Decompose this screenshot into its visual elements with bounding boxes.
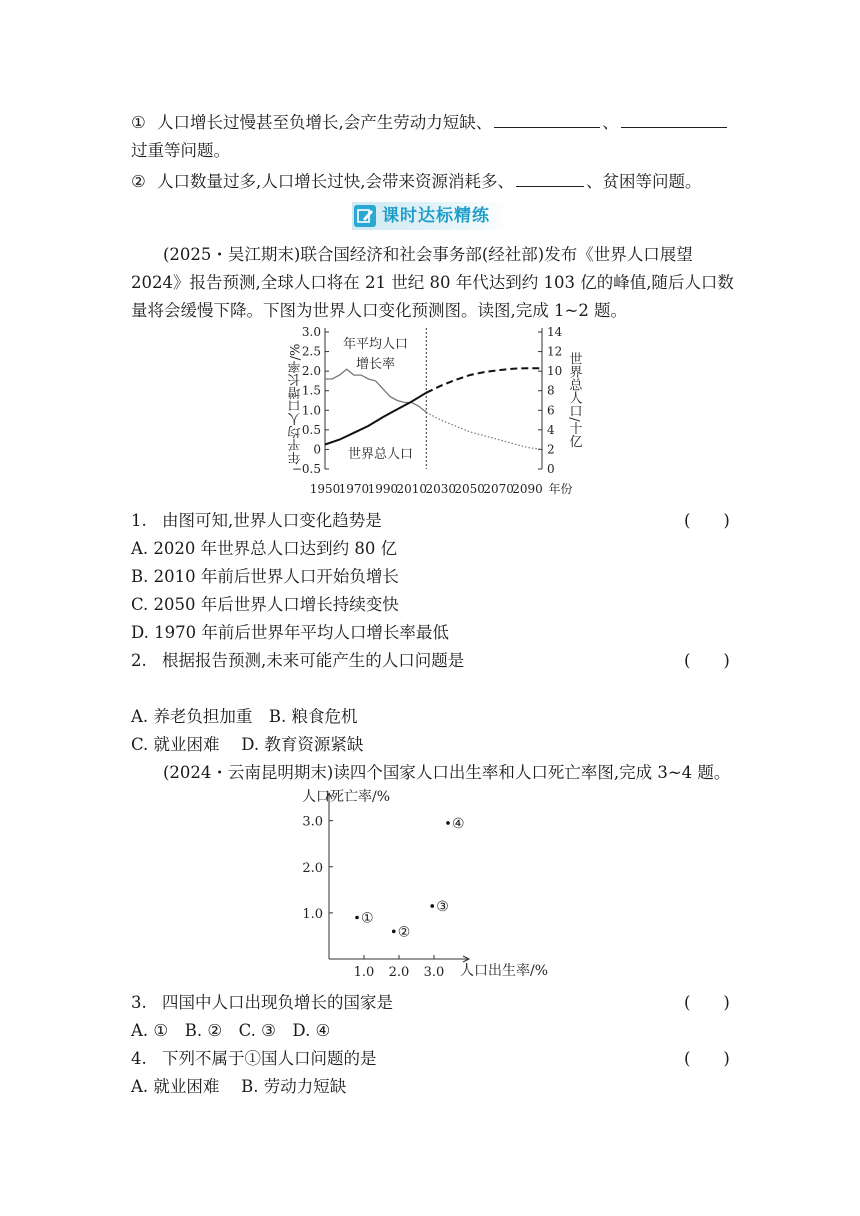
data-point-label: ②	[397, 924, 411, 941]
right-axis-label: 世界总人口/十亿	[566, 352, 582, 448]
q1-option-b[interactable]: B. 2010 年前后世界人口开始负增长	[131, 567, 399, 586]
fill-item-2-tail: 、贫困等问题。	[586, 172, 702, 191]
fill-item-1-sep: 、	[602, 113, 619, 132]
fill-item-2-marker: ②	[131, 172, 146, 191]
question-3-stem: 四国中人口出现负增长的国家是	[162, 993, 393, 1012]
intro-2: (2024・云南昆明期末)读四个国家人口出生率和人口死亡率图,完成 3~4 题。	[163, 763, 731, 782]
x-tick-label: 1950	[309, 482, 341, 496]
question-3	[131, 991, 393, 1015]
right-tick-label: 0	[547, 462, 555, 476]
right-tick-label: 4	[547, 422, 555, 437]
intro-1-line-2: 2024》报告预测,全球人口将在 21 世纪 80 年代达到约 103 亿的峰值,随后人口数	[131, 273, 734, 292]
left-tick-label: 1.0	[301, 403, 321, 418]
question-4-number: 4.	[131, 1049, 147, 1068]
y-tick-label: 1.0	[302, 906, 323, 922]
left-tick-label: −0.5	[291, 462, 321, 476]
question-2-stem: 根据报告预测,未来可能产生的人口问题是	[162, 651, 465, 670]
q1-option-c[interactable]: C. 2050 年后世界人口增长持续变快	[131, 595, 399, 614]
right-tick-label: 2	[547, 442, 555, 457]
fill-item-2-text: 人口数量过多,人口增长过快,会带来资源消耗多、	[157, 172, 515, 191]
population-series-label: 世界总人口	[348, 447, 414, 462]
x-tick-label: 2090	[512, 482, 543, 496]
left-tick-label: 2.5	[301, 344, 321, 359]
question-3-number: 3.	[131, 993, 147, 1012]
x-tick-label: 1.0	[353, 965, 375, 980]
question-4	[131, 1047, 377, 1071]
data-point	[392, 930, 396, 934]
y-tick-label: 3.0	[302, 814, 323, 830]
birth-death-rate-chart	[0, 783, 860, 983]
left-tick-label: 0	[313, 442, 321, 457]
fill-blank-2[interactable]	[516, 169, 584, 187]
right-tick-label: 12	[547, 344, 563, 359]
left-tick-label: 2.0	[301, 364, 321, 379]
q4-options[interactable]: A. 就业困难 B. 劳动力短缺	[131, 1077, 347, 1096]
q3-options[interactable]: A. ① B. ② C. ③ D. ④	[131, 1021, 331, 1040]
fill-item-2	[131, 169, 702, 194]
q1-option-d[interactable]: D. 1970 年前后世界年平均人口增长率最低	[131, 623, 449, 642]
question-1	[131, 509, 382, 533]
fill-item-1-text: 人口增长过慢甚至负增长,会产生劳动力短缺、	[157, 113, 493, 132]
question-2-number: 2.	[131, 651, 147, 670]
question-4-stem: 下列不属于①国人口问题的是	[162, 1049, 377, 1068]
question-2	[131, 649, 464, 673]
population-line-projected	[426, 368, 542, 393]
question-3-answer-paren[interactable]: ( )	[684, 993, 730, 1012]
section-banner	[352, 202, 508, 230]
fill-item-1	[131, 110, 729, 135]
fill-blank-1a[interactable]	[494, 110, 600, 128]
y-axis-label: 人口死亡率/%	[302, 789, 391, 805]
growth-rate-line-projected	[426, 412, 542, 449]
intro-1-line-1: (2025・吴江期末)联合国经济和社会事务部(经社部)发布《世界人口展望	[163, 245, 693, 264]
x-tick-label: 1990	[367, 482, 399, 496]
x-axis-unit: 年份	[548, 482, 573, 496]
q2-options-row-1[interactable]: A. 养老负担加重 B. 粮食危机	[131, 707, 358, 726]
growth-rate-line-historic	[325, 369, 426, 412]
question-1-stem: 由图可知,世界人口变化趋势是	[162, 511, 382, 530]
right-tick-label: 10	[547, 364, 563, 379]
right-tick-label: 14	[547, 325, 563, 339]
data-point	[355, 916, 359, 920]
data-point-label: ①	[361, 910, 374, 927]
right-tick-label: 8	[547, 383, 555, 398]
left-tick-label: 1.5	[301, 383, 321, 398]
x-axis-label: 人口出生率/%	[460, 963, 549, 979]
data-point-label: ④	[452, 815, 465, 832]
x-tick-label: 2030	[425, 482, 457, 496]
population-line-historic	[325, 393, 426, 445]
question-4-answer-paren[interactable]: ( )	[684, 1049, 730, 1068]
intro-1-line-3: 量将会缓慢下降。下图为世界人口变化预测图。读图,完成 1~2 题。	[131, 301, 628, 320]
left-axis-label: 年平均人口增长率/%	[288, 343, 304, 465]
q1-option-a[interactable]: A. 2020 年世界总人口达到约 80 亿	[131, 539, 398, 558]
question-1-answer-paren[interactable]: ( )	[684, 511, 730, 530]
fill-item-1-continuation: 过重等问题。	[131, 141, 230, 160]
x-tick-label: 1970	[338, 482, 370, 496]
section-title: 课时达标精练	[382, 206, 490, 226]
fill-blank-1b[interactable]	[621, 110, 727, 128]
x-tick-label: 2010	[396, 482, 428, 496]
pencil-icon	[354, 205, 376, 227]
data-point	[430, 904, 434, 908]
growth-rate-series-label-2: 增长率	[356, 357, 396, 372]
data-point-label: ③	[436, 898, 449, 915]
x-tick-label: 3.0	[423, 965, 445, 980]
question-1-number: 1.	[131, 511, 147, 530]
question-2-answer-paren[interactable]: ( )	[684, 651, 730, 670]
right-tick-label: 6	[547, 403, 555, 418]
fill-item-1-marker: ①	[131, 113, 146, 132]
q2-options-row-2[interactable]: C. 就业困难 D. 教育资源紧缺	[131, 735, 364, 754]
x-tick-label: 2050	[454, 482, 485, 496]
left-tick-label: 0.5	[301, 422, 321, 437]
x-tick-label: 2070	[483, 482, 514, 496]
data-point	[446, 821, 450, 825]
growth-rate-series-label: 年平均人口	[343, 337, 409, 352]
left-tick-label: 3.0	[301, 325, 321, 339]
population-chart	[0, 324, 860, 504]
y-tick-label: 2.0	[302, 860, 323, 876]
x-tick-label: 2.0	[388, 965, 410, 980]
